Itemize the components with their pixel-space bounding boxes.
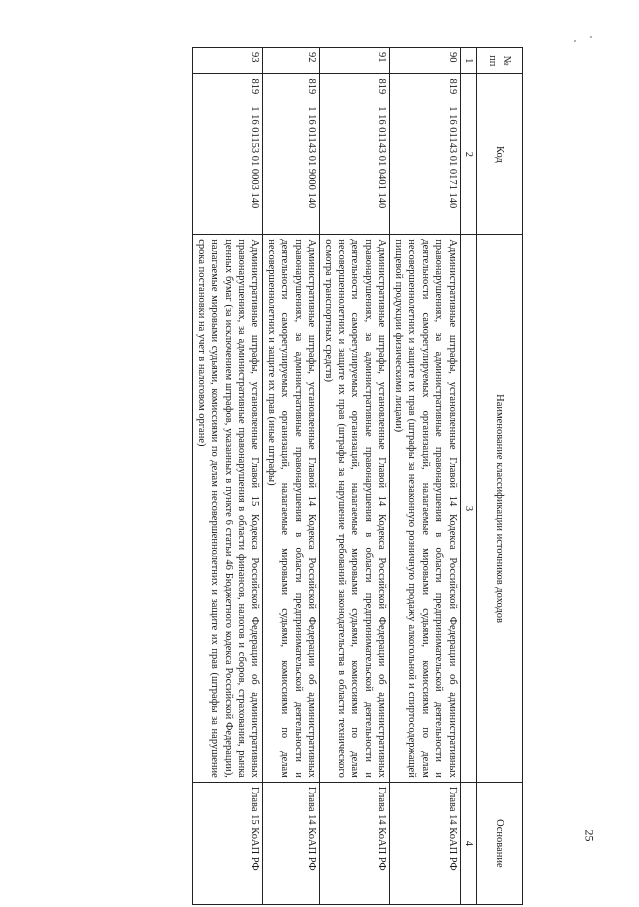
admin-code: 819: [249, 78, 261, 95]
admin-code: 819: [446, 78, 458, 95]
header-basis: Основание: [477, 782, 523, 904]
row-code-cell: [193, 74, 263, 235]
revenue-code: 1 16 01143 01 0171 140: [446, 106, 458, 209]
scan-speck: [590, 36, 592, 38]
column-number: 1: [460, 48, 476, 74]
row-number: 90: [390, 48, 460, 74]
table-row: [193, 48, 263, 905]
page-number: 25: [582, 829, 597, 842]
row-basis: Глава 14 КоАП РФ: [390, 782, 460, 904]
revenue-code: 1 16 01143 01 9000 140: [306, 106, 318, 209]
column-number: 3: [460, 235, 476, 783]
row-basis: Глава 14 КоАП РФ: [263, 782, 320, 904]
scan-speck: [574, 40, 576, 42]
row-number: 91: [320, 48, 390, 74]
row-number: 92: [263, 48, 320, 74]
admin-code: 819: [306, 78, 318, 95]
row-name: Административные штрафы, установленные Главой 15 Кодекса Российской Федерации об административных правонарушениях, за административные правонарушения в области финансов, налогов и сборов, страхования, рынка ценных бумаг (за исключением штрафов, указанных в пункте 6 статьи 46 Бюджетного кодекса Российской Федерации), налагаемые мировыми судьями, комиссиями по делам несовершеннолетних и защите их прав (штрафы за нарушение срока постановки на учет в налоговом органе): [193, 235, 263, 783]
table-row: [390, 48, 460, 905]
table-row: [263, 48, 320, 905]
revenue-code: 1 16 01143 01 0401 140: [376, 106, 388, 209]
row-code-cell: [320, 74, 390, 235]
row-number: 93: [193, 48, 263, 74]
column-number: 4: [460, 782, 476, 904]
row-basis: Глава 14 КоАП РФ: [320, 782, 390, 904]
row-name: Административные штрафы, установленные Главой 14 Кодекса Российской Федерации об административных правонарушениях, за административные правонарушения в области предпринимательской деятельности и деятельности саморегулируемых организаций, налагаемые мировыми судьями, комиссиями по делам несовершеннолетних и защите их прав (иные штрафы): [263, 235, 320, 783]
header-name: Наименование классификации источников доходов: [477, 235, 523, 783]
row-code-cell: [390, 74, 460, 235]
table-row: [320, 48, 390, 905]
row-name: Административные штрафы, установленные Главой 14 Кодекса Российской Федерации об административных правонарушениях, за административные правонарушения в области предпринимательской деятельности и деятельности саморегулируемых организаций, налагаемые мировыми судьями, комиссиями по делам несовершеннолетних и защите их прав (штрафы за незаконную розничную продажу алкогольной и спиртосодержащей пищевой продукции физическими лицами): [390, 235, 460, 783]
table-header-row: [477, 48, 523, 905]
row-basis: Глава 15 КоАП РФ: [193, 782, 263, 904]
revenue-classification-table: [192, 47, 523, 905]
header-num: № пп: [477, 48, 523, 74]
admin-code: 819: [376, 78, 388, 95]
column-number-row: [460, 48, 476, 905]
rotated-page-content: [53, 47, 523, 907]
revenue-code: 1 16 01153 01 0003 140: [249, 106, 261, 209]
row-name: Административные штрафы, установленные Главой 14 Кодекса Российской Федерации об административных правонарушениях, за административные правонарушения в области предпринимательской деятельности и деятельности саморегулируемых организаций, налагаемые мировыми судьями, комиссиями по делам несовершеннолетних и защите их прав (штрафы за нарушение требований законодательства в области технического осмотра транспортных средств): [320, 235, 390, 783]
header-code: Код: [477, 74, 523, 235]
row-code-cell: [263, 74, 320, 235]
column-number: 2: [460, 74, 476, 235]
